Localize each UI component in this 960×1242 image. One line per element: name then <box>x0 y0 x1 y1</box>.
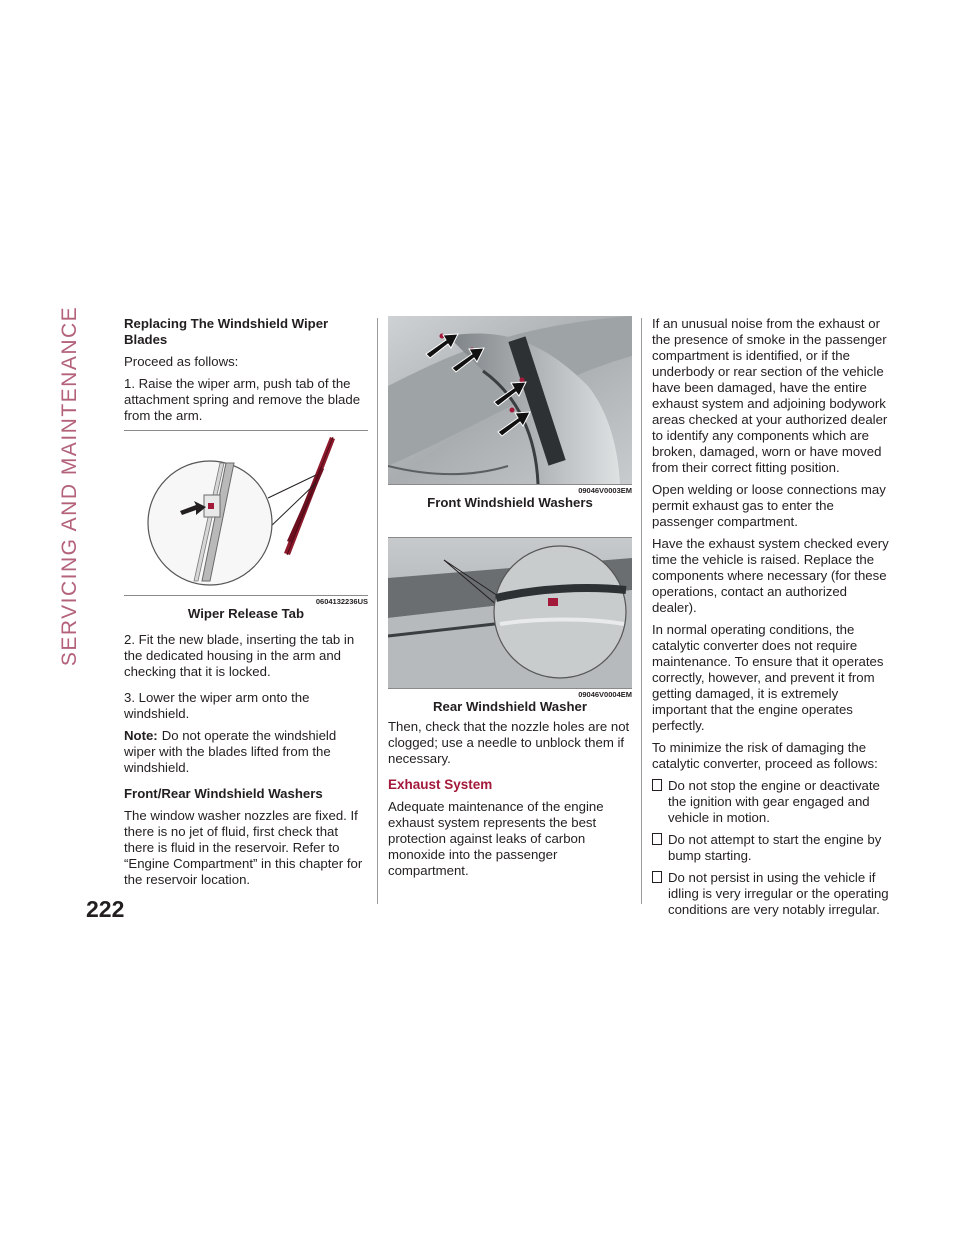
exhaust-paragraph-1: If an unusual noise from the exhaust or the presence of smoke in the passenger compartment is identified, or if the underbody or rear section of the vehicle have been damaged, have the entire exhaust system and adjoining bodywork areas checked at your authorized dealer to identify any components which are broken, damaged, worn or have moved from their correct fitting position. <box>652 316 888 475</box>
step-2: 2. Fit the new blade, inserting the tab in the dedicated housing in the arm and checking that it is locked. <box>124 632 355 679</box>
exhaust-text: Adequate maintenance of the engine exhaust system represents the best protection against leaks of carbon monoxide into the passenger compartment. <box>388 799 604 878</box>
step-3: 3. Lower the wiper arm onto the windshield. <box>124 690 310 721</box>
step-1: 1. Raise the wiper arm, push tab of the attachment spring and remove the blade from the arm. <box>124 376 361 423</box>
heading-replacing-wiper-blades: Replacing The Windshield Wiper Blades <box>124 316 329 347</box>
exhaust-paragraph-5: To minimize the risk of damaging the catalytic converter, proceed as follows: <box>652 740 878 771</box>
heading-exhaust-system: Exhaust System <box>388 777 493 792</box>
rear-windshield-washer-photo <box>388 538 632 688</box>
figure-code: 09046V0004EM <box>388 688 632 699</box>
list-item-text: Do not stop the engine or deactivate the ignition with gear engaged and vehicle in motion. <box>668 778 880 825</box>
note-text: Do not operate the windshield wiper with the blades lifted from the windshield. <box>124 728 337 775</box>
checkbox-bullet-icon <box>652 833 662 845</box>
page-number: 222 <box>86 896 125 922</box>
figure-caption: Rear Windshield Washer <box>432 699 587 714</box>
figure-code: 0604132236US <box>124 595 368 606</box>
list-item <box>652 778 890 826</box>
list-item-text: Do not attempt to start the engine by bump starting. <box>668 832 882 863</box>
list-item-text: Do not persist in using the vehicle if idling is very irregular or the operating conditions are very notably irregular. <box>668 870 889 917</box>
column-divider <box>641 318 642 904</box>
checkbox-bullet-icon <box>652 779 662 791</box>
column-1 <box>124 316 368 894</box>
exhaust-paragraph-3: Have the exhaust system checked every time the vehicle is raised. Replace the components where necessary (for these operations, contact an authorized dealer). <box>652 536 889 615</box>
exhaust-paragraph-4: In normal operating conditions, the catalytic converter does not require maintenance. To ensure that it operates correctly, however, and prevent it from getting damaged, it is extremely important that the engine operates perfectly. <box>652 622 884 733</box>
front-windshield-washers-photo <box>388 316 632 484</box>
chapter-side-title-text: SERVICING AND MAINTENANCE <box>58 305 81 667</box>
figure-front-windshield-washers <box>388 316 632 511</box>
intro-text: Proceed as follows: <box>124 354 239 369</box>
chapter-side-title <box>40 305 100 667</box>
exhaust-paragraph-2: Open welding or loose connections may permit exhaust gas to enter the passenger compartment. <box>652 482 886 529</box>
wiper-release-tab-illustration <box>124 431 368 595</box>
checkbox-bullet-icon <box>652 871 662 883</box>
note-label: Note: <box>124 728 158 743</box>
figure-wiper-release-tab <box>124 430 368 622</box>
figure-rear-windshield-washer <box>388 537 632 715</box>
washers-text: The window washer nozzles are fixed. If there is no jet of fluid, first check that there is fluid in the reservoir. Refer to “Engine Compartment” in this chapter for the reservoir location. <box>124 808 363 887</box>
column-divider <box>377 318 378 904</box>
list-item <box>652 870 890 918</box>
figure-caption: Wiper Release Tab <box>187 606 305 621</box>
column-2 <box>388 316 632 885</box>
heading-front-rear-washers: Front/Rear Windshield Washers <box>124 786 323 801</box>
figure-code: 09046V0003EM <box>388 484 632 495</box>
note <box>124 728 368 776</box>
column-3 <box>652 316 890 924</box>
list-item <box>652 832 890 864</box>
figure-caption: Front Windshield Washers <box>427 495 593 510</box>
nozzle-text: Then, check that the nozzle holes are not clogged; use a needle to unblock them if necessary. <box>388 719 630 766</box>
